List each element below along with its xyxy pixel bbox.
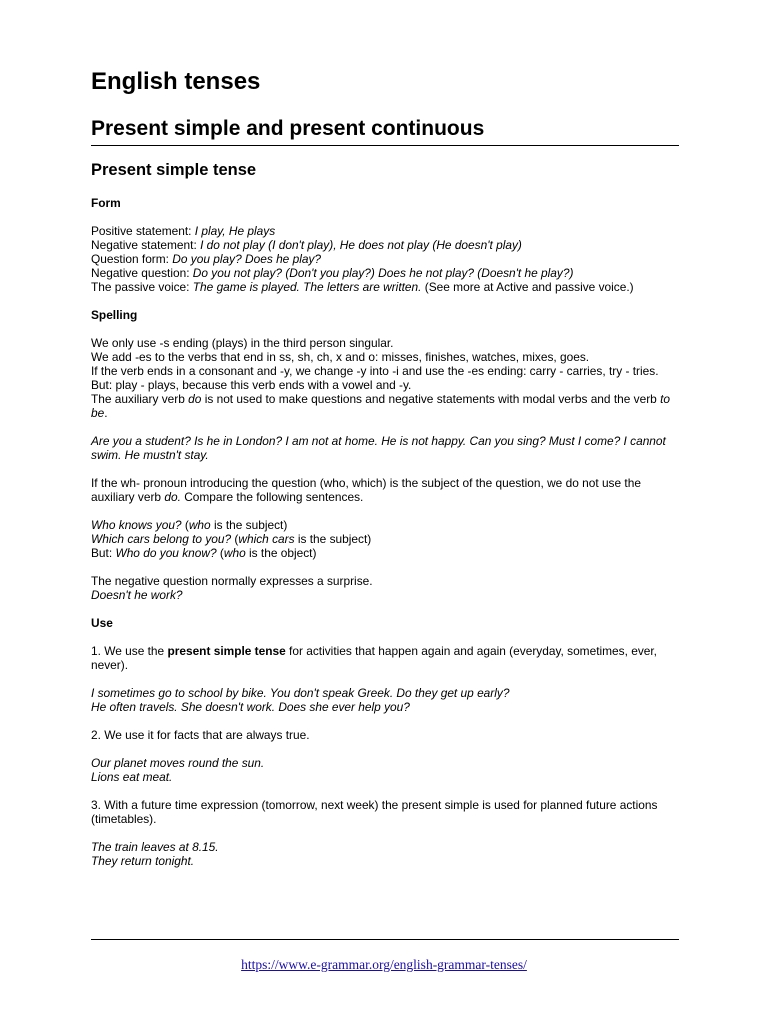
positive-label: Positive statement: bbox=[91, 224, 195, 238]
compare-3-open: ( bbox=[216, 546, 224, 560]
use-heading: Use bbox=[91, 616, 113, 630]
document-body bbox=[91, 196, 679, 882]
surprise-text: The negative question normally expresses a surprise. bbox=[91, 574, 373, 588]
compare-1-example: Who knows you? bbox=[91, 518, 182, 532]
positive-example: I play, He plays bbox=[194, 224, 276, 238]
use-2-example-2: Lions eat meat. bbox=[91, 770, 173, 784]
passive-note: (See more at Active and passive voice.) bbox=[421, 280, 634, 294]
question-label: Question form: bbox=[91, 252, 173, 266]
use-1-examples bbox=[91, 686, 679, 714]
compare-2-open: ( bbox=[231, 532, 239, 546]
use-1-text: 1. We use the bbox=[91, 644, 168, 658]
compare-3-note: is the object) bbox=[245, 546, 317, 560]
compare-1-open: ( bbox=[181, 518, 189, 532]
spelling-heading: Spelling bbox=[91, 308, 138, 322]
compare-examples bbox=[91, 518, 679, 560]
page-title: English tenses bbox=[91, 68, 261, 95]
modal-examples-text: Are you a student? Is he in London? I am not at home. He is not happy. Can you sing? Must I come? I cannot swim. He mustn't stay. bbox=[91, 434, 666, 462]
negative-question-example: Do you not play? (Don't you play?) Does he not play? (Doesn't he play?) bbox=[192, 266, 574, 280]
use-3-example-1: The train leaves at 8.15. bbox=[91, 840, 219, 854]
source-link[interactable]: https://www.e-grammar.org/english-grammar-tenses/ bbox=[241, 957, 527, 972]
form-paragraph bbox=[91, 224, 679, 294]
compare-3-word: who bbox=[223, 546, 246, 560]
compare-3-prefix: But: bbox=[91, 546, 116, 560]
spelling-rule-5-to-be: to be bbox=[91, 392, 671, 420]
spelling-rule-3: If the verb ends in a consonant and -y, we change -y into -i and use the -es ending: carry - carries, try - tries. bbox=[91, 364, 659, 378]
form-heading: Form bbox=[91, 196, 121, 210]
compare-2-word: which cars bbox=[238, 532, 295, 546]
compare-2-example: Which cars belong to you? bbox=[91, 532, 232, 546]
negative-example: I do not play (I don't play), He does not play (He doesn't play) bbox=[200, 238, 522, 252]
use-2: 2. We use it for facts that are always true. bbox=[91, 728, 310, 742]
spelling-rule-1: We only use -s ending (plays) in the third person singular. bbox=[91, 336, 394, 350]
wh-text: If the wh- pronoun introducing the question (who, which) is the subject of the question, we do not use the auxiliary verb bbox=[91, 476, 641, 504]
subsection-title: Present simple tense bbox=[91, 161, 257, 179]
title-divider bbox=[91, 145, 679, 146]
footer-divider bbox=[91, 939, 679, 940]
compare-3-example: Who do you know? bbox=[115, 546, 217, 560]
spelling-rule-4: But: play - plays, because this verb ends with a vowel and -y. bbox=[91, 378, 412, 392]
passive-label: The passive voice: bbox=[91, 280, 193, 294]
spelling-rule-5-text-2: is not used to make questions and negative statements with modal verbs and the verb bbox=[201, 392, 661, 406]
compare-1-note: is the subject) bbox=[210, 518, 288, 532]
wh-text-2: Compare the following sentences. bbox=[180, 490, 364, 504]
use-2-examples bbox=[91, 756, 679, 784]
surprise-paragraph bbox=[91, 574, 679, 602]
negative-question-label: Negative question: bbox=[91, 266, 193, 280]
modal-examples bbox=[91, 434, 679, 462]
use-3-example-2: They return tonight. bbox=[91, 854, 195, 868]
spelling-rule-5-text: The auxiliary verb bbox=[91, 392, 189, 406]
wh-do: do. bbox=[164, 490, 181, 504]
use-1-example-2: He often travels. She doesn't work. Does she ever help you? bbox=[91, 700, 410, 714]
question-example: Do you play? Does he play? bbox=[172, 252, 322, 266]
use-1-bold: present simple tense bbox=[167, 644, 286, 658]
spelling-rule-2: We add -es to the verbs that end in ss, sh, ch, x and o: misses, finishes, watches, mixes, goes. bbox=[91, 350, 590, 364]
spelling-rule-5-do: do bbox=[188, 392, 202, 406]
spelling-paragraph bbox=[91, 336, 679, 420]
use-3-examples bbox=[91, 840, 679, 868]
wh-paragraph bbox=[91, 476, 679, 504]
compare-2-note: is the subject) bbox=[294, 532, 372, 546]
negative-label: Negative statement: bbox=[91, 238, 201, 252]
surprise-example: Doesn't he work? bbox=[91, 588, 183, 602]
passive-example: The game is played. The letters are written. bbox=[192, 280, 422, 294]
compare-1-word: who bbox=[188, 518, 211, 532]
use-1 bbox=[91, 644, 679, 672]
use-3: 3. With a future time expression (tomorrow, next week) the present simple is used for planned future actions (timetables). bbox=[91, 798, 658, 826]
spelling-rule-5-period: . bbox=[104, 406, 108, 420]
use-2-example-1: Our planet moves round the sun. bbox=[91, 756, 265, 770]
use-1-example-1: I sometimes go to school by bike. You don't speak Greek. Do they get up early? bbox=[91, 686, 510, 700]
section-title: Present simple and present continuous bbox=[91, 117, 485, 140]
use-1-text-2: for activities that happen again and again (everyday, sometimes, ever, never). bbox=[91, 644, 657, 672]
